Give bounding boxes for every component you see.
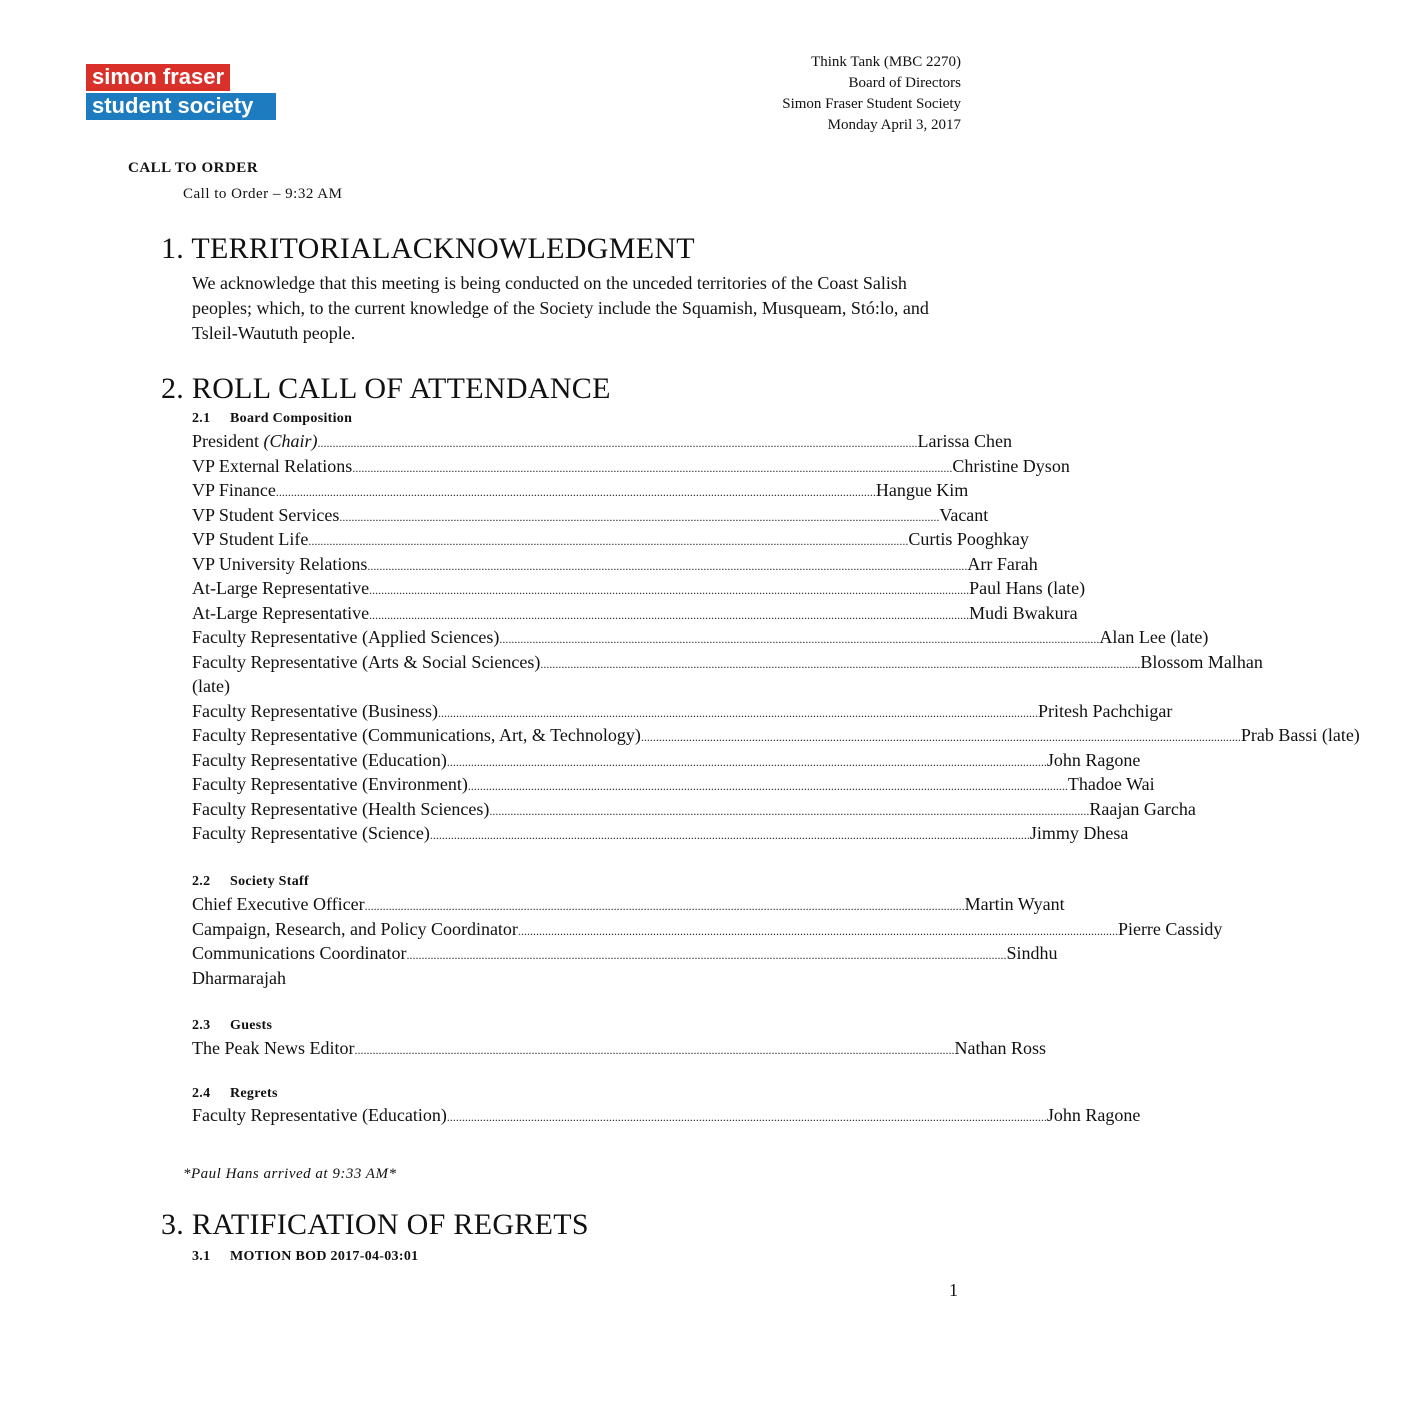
dot-leader: ........................................................................................................................................................................................................ bbox=[446, 1110, 1047, 1124]
role-text: Faculty Representative (Communications, Art, & Technology) bbox=[192, 725, 641, 745]
dot-leader: ........................................................................................................................................................................................................ bbox=[540, 656, 1141, 671]
attendee-name: Pierre Cassidy bbox=[1117, 918, 1223, 939]
role-text: Faculty Representative (Applied Sciences) bbox=[192, 627, 500, 647]
attendance-role bbox=[192, 1038, 354, 1059]
dot-leader: ........................................................................................................................................................................................................ bbox=[275, 485, 876, 499]
attendance-row bbox=[192, 553, 1038, 579]
subsection-title: Guests bbox=[230, 1018, 273, 1033]
attendee-name: Sindhu bbox=[1006, 943, 1058, 963]
board-composition-list bbox=[192, 431, 1360, 848]
attendance-role bbox=[192, 750, 447, 771]
attendance-role bbox=[192, 529, 308, 550]
attendee-name: Raajan Garcha bbox=[1089, 798, 1196, 819]
attendance-role bbox=[192, 578, 369, 599]
dot-leader: ........................................................................................................................................................................................................ bbox=[339, 509, 940, 524]
attendee-name: Vacant bbox=[939, 504, 989, 525]
attendance-role bbox=[192, 823, 430, 844]
guests-list bbox=[192, 1038, 1046, 1063]
dot-leader: ........................................................................................................................................................................................................ bbox=[354, 1043, 955, 1057]
society-staff-list bbox=[192, 894, 1223, 992]
sfss-logo bbox=[86, 64, 276, 120]
dot-leader: ........................................................................................................................................................................................................ bbox=[308, 534, 909, 548]
dot-leader: ........................................................................................................................................................................................................ bbox=[369, 607, 970, 622]
attendance-row bbox=[192, 943, 1058, 968]
attendance-role bbox=[192, 505, 339, 526]
dot-leader: ........................................................................................................................................................................................................ bbox=[446, 754, 1047, 769]
attendance-row bbox=[192, 455, 1070, 481]
attendance-row bbox=[192, 602, 1078, 628]
attendance-row bbox=[192, 774, 1155, 799]
attendance-role bbox=[192, 725, 641, 746]
subsection-title: Regrets bbox=[230, 1086, 278, 1101]
regrets-heading bbox=[192, 1086, 278, 1102]
section2-heading: 2. ROLL CALL OF ATTENDANCE bbox=[161, 372, 611, 405]
dot-leader: ........................................................................................................................................................................................................ bbox=[517, 923, 1118, 938]
dot-leader: ........................................................................................................................................................................................................ bbox=[406, 948, 1007, 962]
attendance-row bbox=[192, 627, 1209, 652]
role-text: Faculty Representative (Science) bbox=[192, 823, 430, 843]
dot-leader: ........................................................................................................................................................................................................ bbox=[352, 460, 953, 475]
attendee-name: Jimmy Dhesa bbox=[1029, 823, 1129, 843]
attendance-row bbox=[192, 1105, 1141, 1130]
dot-leader: ........................................................................................................................................................................................................ bbox=[367, 558, 968, 573]
attendee-name: Nathan Ross bbox=[954, 1038, 1046, 1058]
call-to-order-line: Call to Order – 9:32 AM bbox=[183, 186, 343, 202]
role-text: Communications Coordinator bbox=[192, 943, 407, 963]
attendee-name: Christine Dyson bbox=[952, 455, 1070, 476]
attendance-row bbox=[192, 578, 1086, 603]
society-staff-heading bbox=[192, 874, 309, 890]
role-text: VP Student Services bbox=[192, 504, 340, 525]
header-org: Simon Fraser Student Society bbox=[782, 96, 961, 112]
subsection-number: 2.1 bbox=[192, 411, 211, 426]
motion-title: MOTION BOD 2017-04-03:01 bbox=[230, 1249, 419, 1264]
attendance-role bbox=[192, 919, 518, 940]
dot-leader: ........................................................................................................................................................................................................ bbox=[640, 730, 1241, 744]
attendance-role bbox=[192, 774, 468, 795]
attendance-role bbox=[192, 603, 369, 624]
dot-leader: ........................................................................................................................................................................................................ bbox=[317, 436, 918, 450]
attendee-name: Mudi Bwakura bbox=[969, 602, 1078, 623]
role-text: Faculty Representative (Education) bbox=[192, 1105, 447, 1125]
attendance-role bbox=[192, 627, 499, 648]
dot-leader: ........................................................................................................................................................................................................ bbox=[437, 705, 1038, 720]
attendance-row bbox=[192, 480, 969, 505]
attendee-name: Larissa Chen bbox=[917, 431, 1012, 451]
role-text: Faculty Representative (Health Sciences) bbox=[192, 798, 490, 819]
dot-leader: ........................................................................................................................................................................................................ bbox=[429, 828, 1030, 842]
attendance-row bbox=[192, 725, 1360, 750]
attendance-role bbox=[192, 480, 276, 501]
attendance-role bbox=[192, 1105, 447, 1126]
role-text: At-Large Representative bbox=[192, 602, 370, 623]
role-text: VP Student Life bbox=[192, 529, 309, 549]
role-text: Chief Executive Officer bbox=[192, 894, 365, 914]
attendance-role bbox=[192, 431, 318, 452]
attendee-name: Alan Lee (late) bbox=[1099, 627, 1209, 647]
role-text: Faculty Representative (Arts & Social Sciences) bbox=[192, 651, 541, 672]
attendee-name-continued: (late) bbox=[192, 676, 230, 696]
attendance-row bbox=[192, 529, 1029, 554]
attendance-row bbox=[192, 894, 1065, 919]
motion-number: 3.1 bbox=[192, 1249, 211, 1264]
dot-leader: ........................................................................................................................................................................................................ bbox=[499, 632, 1100, 646]
attendee-name: Curtis Pooghkay bbox=[908, 529, 1029, 549]
attendee-name: Thadoe Wai bbox=[1067, 774, 1155, 794]
subsection-number: 2.4 bbox=[192, 1086, 211, 1101]
board-composition-heading bbox=[192, 411, 352, 427]
arrival-note: *Paul Hans arrived at 9:33 AM* bbox=[183, 1166, 397, 1182]
role-note: (Chair) bbox=[263, 431, 318, 451]
header-location: Think Tank (MBC 2270) bbox=[811, 54, 961, 70]
attendance-role bbox=[192, 554, 367, 575]
document-header bbox=[782, 52, 961, 136]
role-text: The Peak News Editor bbox=[192, 1038, 355, 1058]
attendance-row bbox=[192, 700, 1173, 726]
attendance-role bbox=[192, 456, 352, 477]
attendance-row bbox=[192, 431, 1012, 456]
attendee-name: Blossom Malhan bbox=[1140, 651, 1263, 672]
role-text: Faculty Representative (Environment) bbox=[192, 774, 468, 794]
role-text: At-Large Representative bbox=[192, 578, 370, 598]
attendee-name: Martin Wyant bbox=[964, 894, 1065, 914]
attendance-row bbox=[192, 504, 989, 530]
page-number: 1 bbox=[949, 1280, 958, 1300]
attendance-role bbox=[192, 652, 540, 673]
dot-leader: ........................................................................................................................................................................................................ bbox=[369, 583, 970, 597]
header-date: Monday April 3, 2017 bbox=[827, 117, 961, 133]
attendee-name: Paul Hans (late) bbox=[969, 578, 1086, 598]
role-text: Campaign, Research, and Policy Coordinator bbox=[192, 918, 518, 939]
dot-leader: ........................................................................................................................................................................................................ bbox=[364, 899, 965, 913]
attendance-role bbox=[192, 894, 365, 915]
motion-heading bbox=[192, 1249, 418, 1265]
attendance-row bbox=[192, 823, 1129, 848]
attendance-row bbox=[192, 651, 1263, 677]
attendee-name: Arr Farah bbox=[967, 553, 1038, 574]
territorial-acknowledgment-text: We acknowledge that this meeting is being conducted on the unceded territories of the Coast Salish peoples; which, to the current knowledge of the Society include the Squamish, Musqueam, Stó:lo, and Tsleil-Waututh people. bbox=[192, 273, 929, 343]
attendee-name: Prab Bassi (late) bbox=[1240, 725, 1360, 745]
header-body: Board of Directors bbox=[848, 75, 961, 91]
attendance-role bbox=[192, 799, 489, 820]
role-text: VP Finance bbox=[192, 480, 276, 500]
dot-leader: ........................................................................................................................................................................................................ bbox=[467, 779, 1068, 793]
subsection-number: 2.3 bbox=[192, 1018, 211, 1033]
attendee-name: Pritesh Pachchigar bbox=[1037, 700, 1173, 721]
attendance-role bbox=[192, 701, 438, 722]
attendee-name: Hangue Kim bbox=[875, 480, 969, 500]
subsection-title: Board Composition bbox=[230, 411, 353, 426]
subsection-number: 2.2 bbox=[192, 874, 211, 889]
role-text: Faculty Representative (Business) bbox=[192, 700, 438, 721]
attendance-row bbox=[192, 918, 1223, 944]
logo-line1: simon fraser bbox=[86, 64, 230, 91]
role-text: VP External Relations bbox=[192, 455, 353, 476]
role-text: Faculty Representative (Education) bbox=[192, 749, 447, 770]
attendance-row bbox=[192, 1038, 1046, 1063]
role-text: President bbox=[192, 431, 264, 451]
attendance-row bbox=[192, 749, 1141, 775]
subsection-title: Society Staff bbox=[230, 874, 309, 889]
dot-leader: ........................................................................................................................................................................................................ bbox=[489, 803, 1090, 818]
guests-heading bbox=[192, 1018, 272, 1034]
attendance-role bbox=[192, 943, 406, 964]
attendee-name: John Ragone bbox=[1046, 1105, 1141, 1125]
attendee-name: John Ragone bbox=[1046, 749, 1141, 770]
section3-heading: 3. RATIFICATION OF REGRETS bbox=[161, 1208, 589, 1241]
logo-line2: student society bbox=[86, 93, 276, 120]
attendee-name-continued: Dharmarajah bbox=[192, 967, 286, 988]
attendance-row bbox=[192, 798, 1196, 824]
section1-heading: 1. TERRITORIALACKNOWLEDGMENT bbox=[161, 232, 695, 265]
call-to-order-title: CALL TO ORDER bbox=[128, 160, 259, 176]
role-text: VP University Relations bbox=[192, 553, 368, 574]
regrets-list bbox=[192, 1105, 1141, 1130]
